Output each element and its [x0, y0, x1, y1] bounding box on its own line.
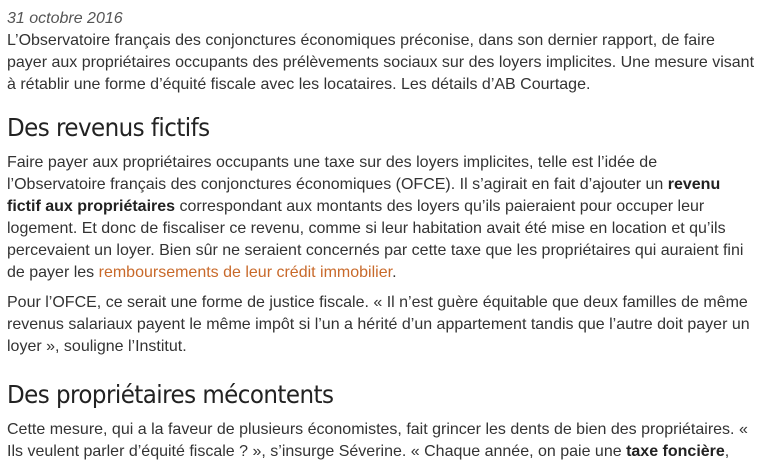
- text-run: .: [392, 264, 397, 281]
- text-run: ,: [724, 443, 730, 460]
- section1-paragraph-2: Pour l’OFCE, ce serait une forme de justice fiscale. « Il n’est guère équitable que deux familles de même revenus salariaux payent le même impôt si l’un a hérité d’un appartement tandis que l’autre doit payer un loyer », souligne l’Institut.: [7, 294, 750, 355]
- bold-text: taxe foncière: [626, 443, 725, 460]
- credit-immobilier-link[interactable]: remboursements de leur crédit immobilier: [98, 264, 393, 281]
- article-date: 31 octobre 2016: [7, 10, 123, 27]
- section2-paragraph-1: [7, 419, 755, 463]
- section-heading-proprietaires-mecontents: Des propriétaires mécontents: [7, 380, 334, 409]
- bold-text: revenu fictif aux propriétaires: [7, 176, 721, 215]
- section1-paragraph-1: [7, 152, 755, 284]
- section-heading-revenus-fictifs: Des revenus fictifs: [7, 113, 210, 142]
- text-run: Faire payer aux propriétaires occupants une taxe sur des loyers implicites, telle est l’idée de l’Observatoire français des conjonctures économiques (OFCE). Il s’agirait en fait d’ajouter un: [7, 154, 668, 193]
- text-run: correspondant aux montants des loyers qu’ils paieraient pour occuper leur logement. Et donc de fiscaliser ce revenu, comme si leur habitation avait été mise en location et qu’ils percevaient un loyer. Bien sûr ne seraient concernés par cette taxe que les propriétaires qui auraient fini de payer les: [7, 198, 744, 281]
- text-run: Cette mesure, qui a la faveur de plusieurs économistes, fait grincer les dents de bien des propriétaires. « Ils veulent parler d’équité fiscale ? », s’insurge Séverine. « Chaque année, on paie une: [7, 421, 748, 460]
- article-lead: L’Observatoire français des conjonctures économiques préconise, dans son dernier rapport, de faire payer aux propriétaires occupants des prélèvements sociaux sur des loyers implicites. Une mesure visant à rétablir une forme d’équité fiscale avec les locataires. Les détails d’AB Courtage.: [7, 32, 755, 93]
- article: [7, 8, 755, 463]
